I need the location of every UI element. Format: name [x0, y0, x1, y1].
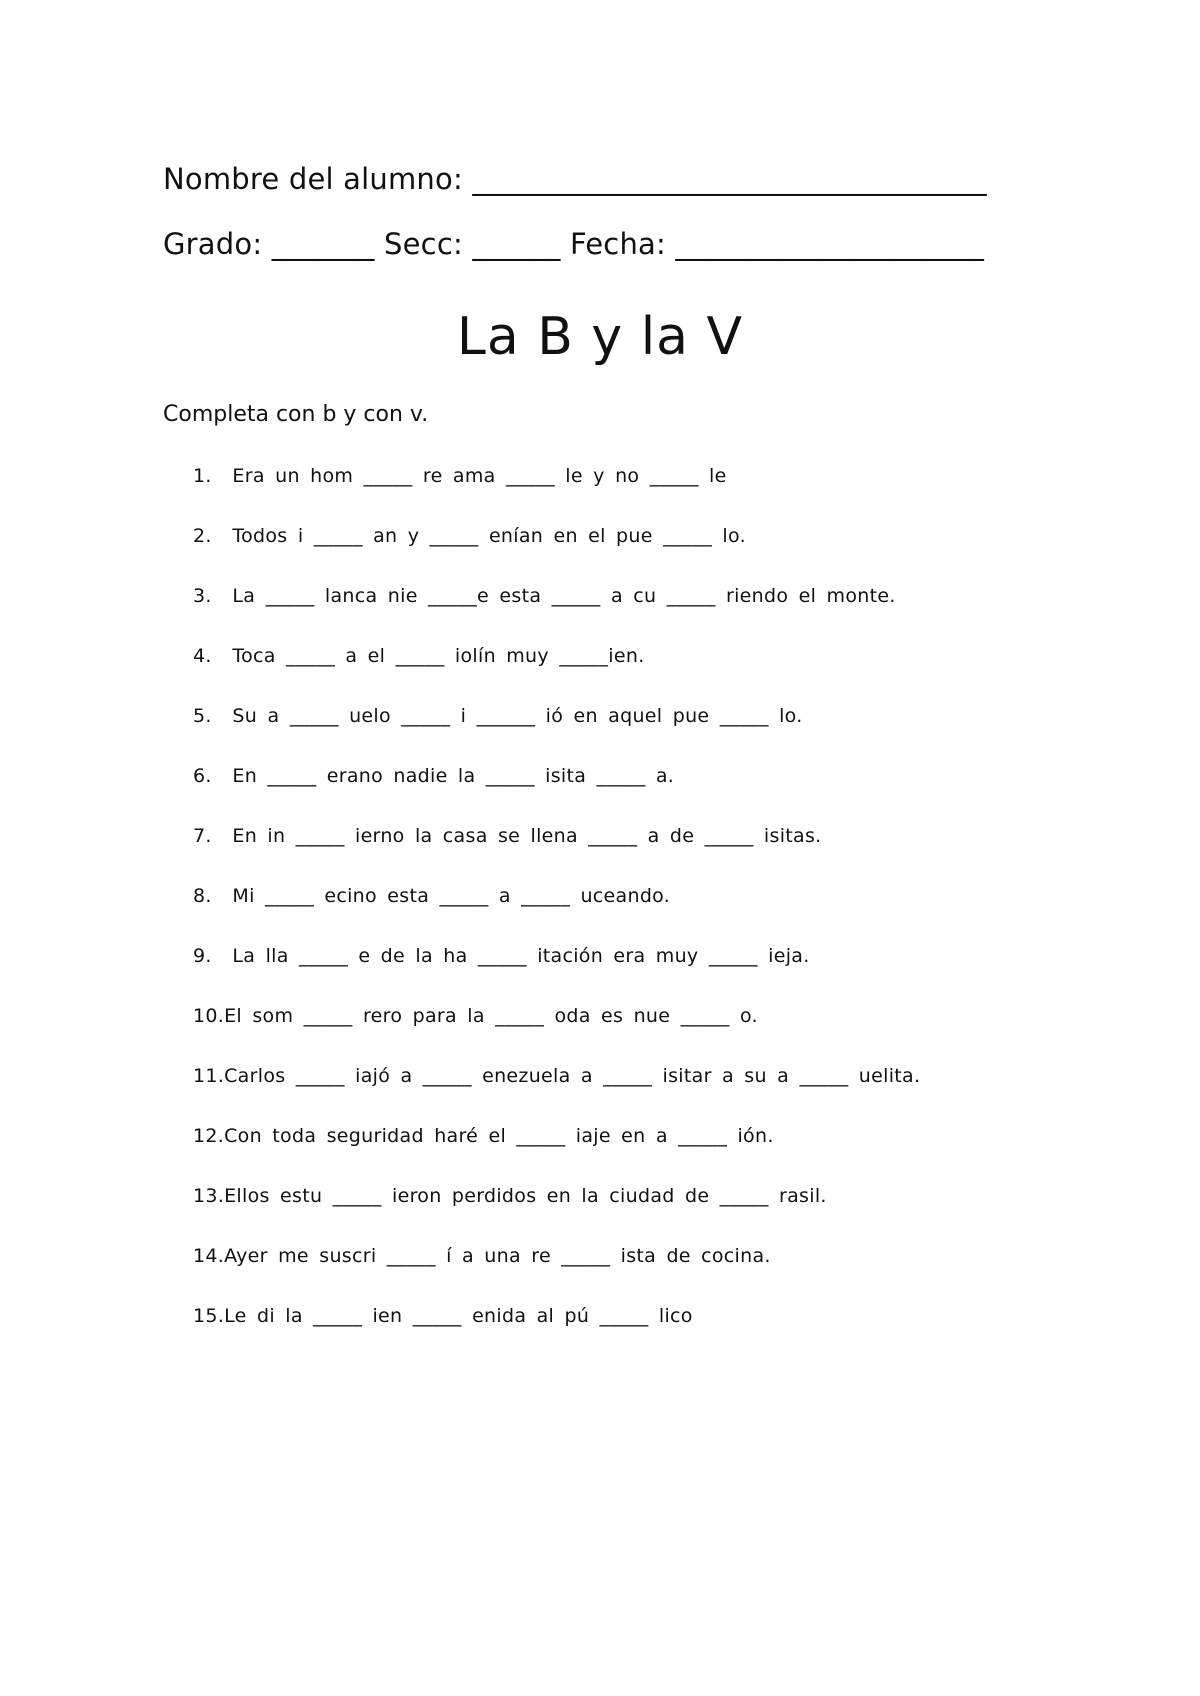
- exercise-item: 5. Su a _____ uelo _____ i ______ ió en aquel pue _____ lo.: [193, 705, 803, 727]
- exercise-item: 7. En in _____ ierno la casa se llena _____ a de _____ isitas.: [193, 825, 822, 847]
- page-title: La B y la V: [456, 307, 744, 367]
- exercise-item: 6. En _____ erano nadie la _____ isita _____ a.: [193, 765, 675, 787]
- exercise-item: 10.El som _____ rero para la _____ oda es nue _____ o.: [193, 1005, 758, 1027]
- exercise-item: 11.Carlos _____ iajó a _____ enezuela a _____ isitar a su a _____ uelita.: [193, 1065, 921, 1087]
- exercise-list: [193, 463, 920, 1363]
- grade-section-date-line: Grado: _______ Secc: ______ Fecha: _____________________: [163, 227, 985, 261]
- exercise-item: 8. Mi _____ ecino esta _____ a _____ uceando.: [193, 885, 671, 907]
- exercise-item: 12.Con toda seguridad haré el _____ iaje en a _____ ión.: [193, 1125, 774, 1147]
- exercise-item: 14.Ayer me suscri _____ í a una re _____ ista de cocina.: [193, 1245, 771, 1267]
- instruction-text: Completa con b y con v.: [163, 402, 429, 427]
- exercise-item: 1. Era un hom _____ re ama _____ le y no _____ le: [193, 465, 727, 487]
- exercise-item: 9. La lla _____ e de la ha _____ itación era muy _____ ieja.: [193, 945, 810, 967]
- exercise-item: 15.Le di la _____ ien _____ enida al pú _____ lico: [193, 1305, 693, 1327]
- exercise-item: 13.Ellos estu _____ ieron perdidos en la ciudad de _____ rasil.: [193, 1185, 827, 1207]
- student-name-line: Nombre del alumno: ___________________________________: [163, 162, 987, 196]
- exercise-item: 4. Toca _____ a el _____ iolín muy _____ien.: [193, 645, 645, 667]
- exercise-item: 3. La _____ lanca nie _____e esta _____ a cu _____ riendo el monte.: [193, 585, 896, 607]
- exercise-item: 2. Todos i _____ an y _____ enían en el pue _____ lo.: [193, 525, 746, 547]
